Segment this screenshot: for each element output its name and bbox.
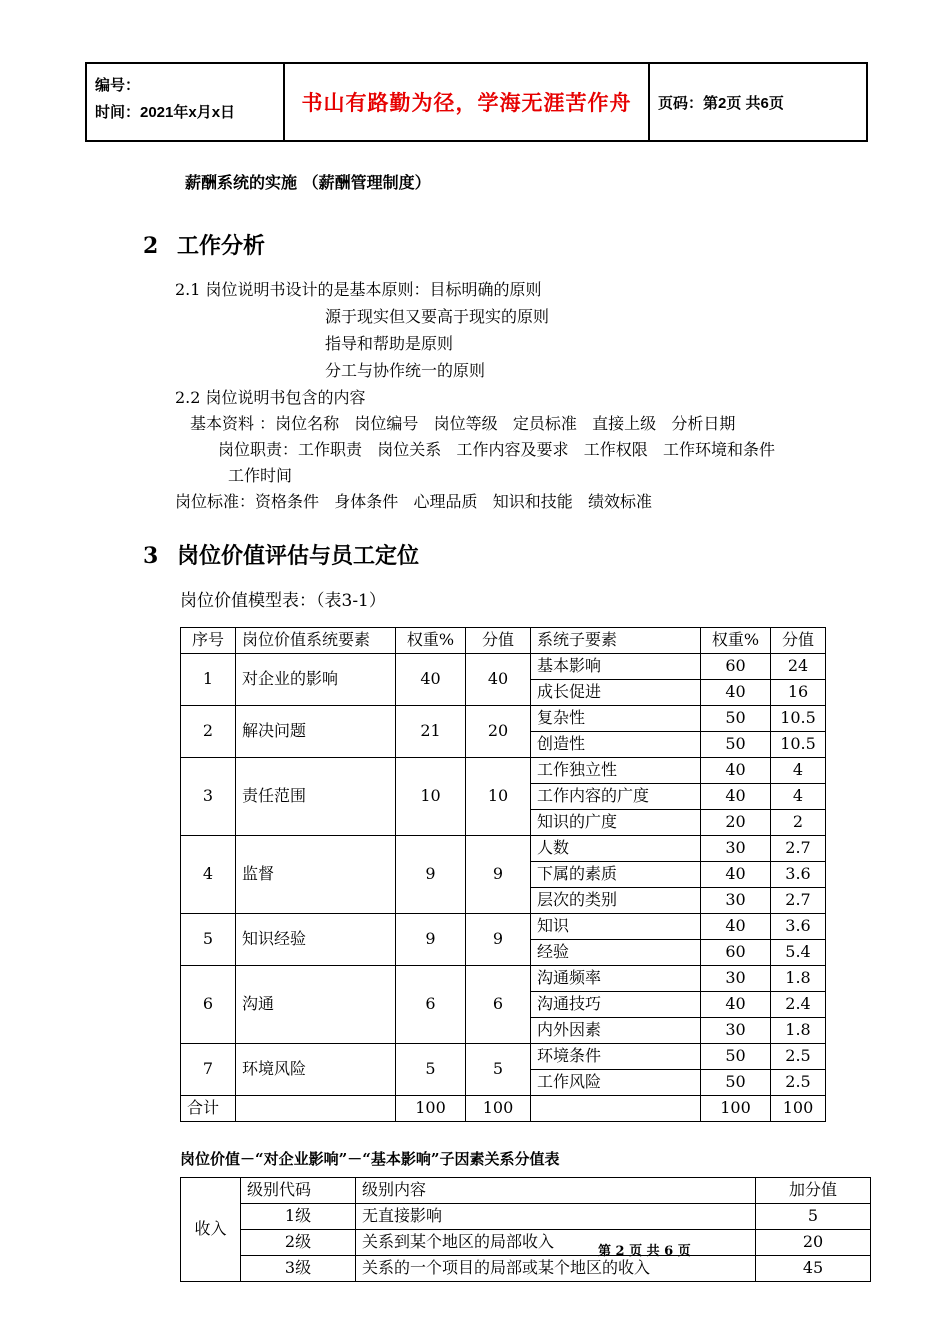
value-model-table <box>180 627 826 1122</box>
table1-sub-name: 成长促进 <box>531 680 701 706</box>
table1-row <box>181 914 826 940</box>
table1-no: 3 <box>181 758 236 836</box>
table1-sub-name: 基本影响 <box>531 654 701 680</box>
table1-sub-score: 10.5 <box>771 732 826 758</box>
table1-total-sub-weight: 100 <box>701 1096 771 1122</box>
table1-sub-score: 1.8 <box>771 1018 826 1044</box>
table1-sub-name: 工作风险 <box>531 1070 701 1096</box>
income-score-table <box>180 1177 871 1282</box>
table1-sub-score: 3.6 <box>771 914 826 940</box>
table1-header-5: 权重% <box>701 628 771 654</box>
table1-sub-name: 层次的类别 <box>531 888 701 914</box>
table1-sub-score: 5.4 <box>771 940 826 966</box>
table1-sub-name: 工作内容的广度 <box>531 784 701 810</box>
table1-factor: 环境风险 <box>236 1044 396 1096</box>
table1-no: 5 <box>181 914 236 966</box>
table1-sub-score: 3.6 <box>771 862 826 888</box>
table1-factor: 解决问题 <box>236 706 396 758</box>
table2-header-row <box>181 1178 871 1204</box>
table1-header-3: 分值 <box>466 628 531 654</box>
duty-line-2: 工作时间 <box>228 466 293 485</box>
table1-total-label: 合计 <box>181 1096 236 1122</box>
table1-row <box>181 758 826 784</box>
table1-weight: 21 <box>396 706 466 758</box>
table1-no: 4 <box>181 836 236 914</box>
table1-sub-name: 环境条件 <box>531 1044 701 1070</box>
table1-sub-score: 2.5 <box>771 1044 826 1070</box>
table1-row <box>181 1044 826 1070</box>
table1-sub-name: 下属的素质 <box>531 862 701 888</box>
table1-sub-score: 2.5 <box>771 1070 826 1096</box>
intro-line: 薪酬系统的实施 （薪酬管理制度） <box>185 173 431 192</box>
table1-sub-score: 10.5 <box>771 706 826 732</box>
table1-sub-weight: 60 <box>701 654 771 680</box>
item-2-1-sub-line: 源于现实但又要高于现实的原则 <box>325 307 550 326</box>
table2-header-code: 级别代码 <box>241 1178 356 1204</box>
table1-sub-weight: 60 <box>701 940 771 966</box>
table2-row <box>181 1230 871 1256</box>
table1-sub-score: 24 <box>771 654 826 680</box>
table1-row <box>181 654 826 680</box>
table1-header-6: 分值 <box>771 628 826 654</box>
item-2-1-sub-line: 分工与协作统一的原则 <box>325 361 486 380</box>
item-2-1-sub-line: 指导和帮助是原则 <box>325 334 454 353</box>
table1-header-2: 权重% <box>396 628 466 654</box>
table1-sub-name: 经验 <box>531 940 701 966</box>
table1-sub-name: 内外因素 <box>531 1018 701 1044</box>
table1-score: 5 <box>466 1044 531 1096</box>
table1-sub-weight: 30 <box>701 1018 771 1044</box>
table1-sub-weight: 40 <box>701 758 771 784</box>
table2-code: 1级 <box>241 1204 356 1230</box>
table1-sub-weight: 40 <box>701 784 771 810</box>
table1-sub-score: 2.7 <box>771 888 826 914</box>
table1-header-0: 序号 <box>181 628 236 654</box>
doc-date-label: 时间：2021年x月x日 <box>95 104 236 121</box>
table2-row <box>181 1204 871 1230</box>
header-meta-cell <box>87 64 285 140</box>
table1-no: 2 <box>181 706 236 758</box>
header-motto: 书山有路勤为径，学海无涯苦作舟 <box>285 64 650 140</box>
table2-content: 关系到某个地区的局部收入 <box>356 1230 756 1256</box>
standard-line: 岗位标准：资格条件 身体条件 心理品质 知识和技能 绩效标准 <box>175 492 653 511</box>
table2-score: 5 <box>756 1204 871 1230</box>
table1-sub-weight: 20 <box>701 810 771 836</box>
table2-header-score: 加分值 <box>756 1178 871 1204</box>
table2-score: 20 <box>756 1230 871 1256</box>
table1-sub-score: 2.7 <box>771 836 826 862</box>
table1-total-sub-empty <box>531 1096 701 1122</box>
table1-sub-weight: 40 <box>701 862 771 888</box>
table1-sub-score: 4 <box>771 758 826 784</box>
table2-caption: 岗位价值－“对企业影响”－“基本影响”子因素关系分值表 <box>180 1150 560 1168</box>
table1-sub-name: 知识 <box>531 914 701 940</box>
table1-sub-score: 1.8 <box>771 966 826 992</box>
table1-sub-weight: 30 <box>701 836 771 862</box>
table1-factor: 知识经验 <box>236 914 396 966</box>
table1-sub-score: 16 <box>771 680 826 706</box>
section3-heading <box>143 539 868 570</box>
table2-code: 2级 <box>241 1230 356 1256</box>
table1-factor: 沟通 <box>236 966 396 1044</box>
table1-row <box>181 966 826 992</box>
table1-sub-weight: 50 <box>701 1044 771 1070</box>
table1-score: 9 <box>466 914 531 966</box>
section2-heading <box>143 229 868 260</box>
table1-sub-weight: 30 <box>701 888 771 914</box>
table1-score: 20 <box>466 706 531 758</box>
table1-sub-score: 2 <box>771 810 826 836</box>
table1-caption: 岗位价值模型表：（表3-1） <box>180 591 386 611</box>
table1-total-row <box>181 1096 826 1122</box>
table1-weight: 6 <box>396 966 466 1044</box>
table1-sub-score: 4 <box>771 784 826 810</box>
table1-total-factor-empty <box>236 1096 396 1122</box>
section3-title: 岗位价值评估与员工定位 <box>177 543 420 569</box>
table2-content: 关系的一个项目的局部或某个地区的收入 <box>356 1256 756 1282</box>
table1-sub-weight: 40 <box>701 914 771 940</box>
table1-no: 6 <box>181 966 236 1044</box>
table1-factor: 对企业的影响 <box>236 654 396 706</box>
table2-code: 3级 <box>241 1256 356 1282</box>
table2-content: 无直接影响 <box>356 1204 756 1230</box>
table1-sub-score: 2.4 <box>771 992 826 1018</box>
header-page-label: 页码：第2页 共6页 <box>658 94 784 112</box>
table1-sub-name: 人数 <box>531 836 701 862</box>
table1-weight: 40 <box>396 654 466 706</box>
table1-sub-name: 创造性 <box>531 732 701 758</box>
table2-score: 45 <box>756 1256 871 1282</box>
table1-factor: 责任范围 <box>236 758 396 836</box>
table1-score: 6 <box>466 966 531 1044</box>
table1-sub-name: 复杂性 <box>531 706 701 732</box>
table1-header-4: 系统子要素 <box>531 628 701 654</box>
table1-total-sub-score: 100 <box>771 1096 826 1122</box>
item-2-2: 2.2 岗位说明书包含的内容 <box>175 388 366 407</box>
item-2-1: 2.1 岗位说明书设计的是基本原则：目标明确的原则 <box>175 280 542 299</box>
table1-weight: 9 <box>396 914 466 966</box>
table1-weight: 9 <box>396 836 466 914</box>
table1-total-weight: 100 <box>396 1096 466 1122</box>
duty-line: 岗位职责：工作职责 岗位关系 工作内容及要求 工作权限 工作环境和条件 <box>218 440 776 459</box>
table1-score: 40 <box>466 654 531 706</box>
table1-row <box>181 706 826 732</box>
table2-row <box>181 1256 871 1282</box>
table1-sub-name: 工作独立性 <box>531 758 701 784</box>
table1-sub-name: 沟通频率 <box>531 966 701 992</box>
page-footer: 第 2 页 共 6 页 <box>598 1244 691 1259</box>
table1-weight: 5 <box>396 1044 466 1096</box>
section2-title: 工作分析 <box>177 233 266 259</box>
table1-sub-name: 知识的广度 <box>531 810 701 836</box>
basic-info-line: 基本资料 ：岗位名称 岗位编号 岗位等级 定员标准 直接上级 分析日期 <box>190 414 736 433</box>
table2-header-content: 级别内容 <box>356 1178 756 1204</box>
table1-no: 1 <box>181 654 236 706</box>
section2-number: 2 <box>143 233 159 259</box>
table1-sub-name: 沟通技巧 <box>531 992 701 1018</box>
table1-sub-weight: 50 <box>701 732 771 758</box>
table1-factor: 监督 <box>236 836 396 914</box>
table1-sub-weight: 50 <box>701 706 771 732</box>
table1-header-1: 岗位价值系统要素 <box>236 628 396 654</box>
table1-score: 10 <box>466 758 531 836</box>
table1-sub-weight: 30 <box>701 966 771 992</box>
table1-row <box>181 836 826 862</box>
table1-score: 9 <box>466 836 531 914</box>
table1-sub-weight: 40 <box>701 992 771 1018</box>
section3-number: 3 <box>143 543 159 569</box>
table1-weight: 10 <box>396 758 466 836</box>
doc-number-label: 编号： <box>95 77 141 94</box>
table1-sub-weight: 40 <box>701 680 771 706</box>
document-header <box>85 62 868 142</box>
table1-sub-weight: 50 <box>701 1070 771 1096</box>
table1-header-row <box>181 628 826 654</box>
table2-row-header: 收入 <box>181 1178 241 1282</box>
table1-total-score: 100 <box>466 1096 531 1122</box>
table1-no: 7 <box>181 1044 236 1096</box>
